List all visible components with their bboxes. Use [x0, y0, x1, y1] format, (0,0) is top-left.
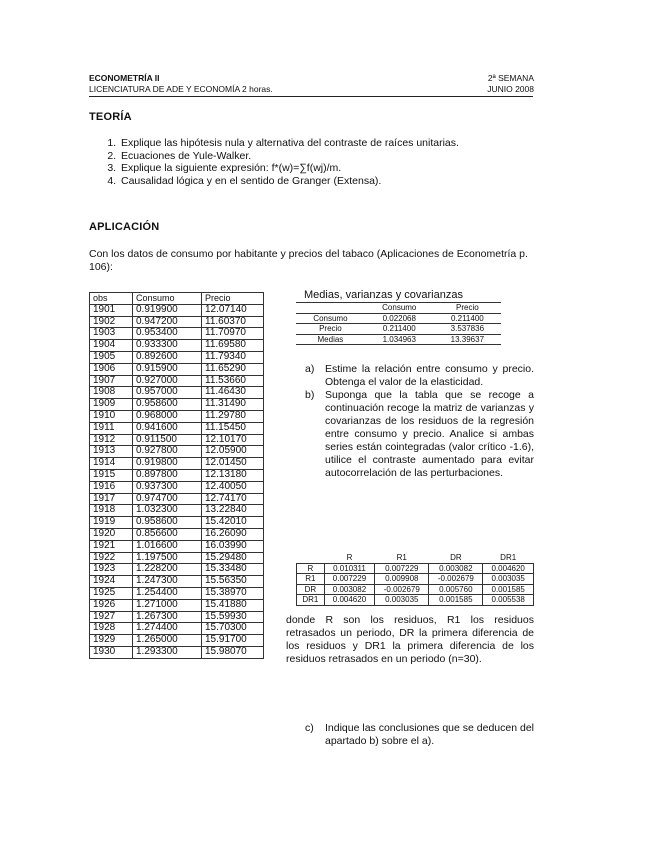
residuals-cell: -0.002679 — [429, 574, 483, 585]
residuals-cell: 0.007229 — [324, 574, 375, 585]
obs-cell: 1928 — [90, 623, 133, 635]
obs-cell: 1908 — [90, 387, 133, 399]
precio-cell: 11.69580 — [202, 340, 264, 352]
table-row — [90, 517, 264, 529]
theory-heading: TEORÍA — [89, 111, 132, 123]
medias-cell: 0.211400 — [434, 313, 501, 324]
consumo-cell: 0.933300 — [133, 340, 202, 352]
medias-header-row — [296, 303, 501, 314]
question-c-text: Indique las conclusiones que se deducen del apartado b) sobre el a). — [325, 722, 534, 747]
table-row — [90, 434, 264, 446]
residuals-cell: 0.001585 — [429, 595, 483, 606]
theory-item-1: 1. Explique las hipótesis nula y alternativa del contraste de raíces unitarias. — [119, 137, 569, 150]
question-b-text: Suponga que la tabla que se recoge a continuación recoge la matriz de varianzas y covarianzas de los residuos de la regresión entre consumo y precio. Analice si ambas series están cointegradas (valor crítico -1.6), utilice el contraste aumentado para evitar autocorrelación de las perturbaciones. — [325, 389, 534, 479]
medias-header-consumo: Consumo — [365, 303, 434, 314]
precio-cell: 12.13180 — [202, 469, 264, 481]
table-row — [90, 375, 264, 387]
data-table — [89, 292, 264, 659]
medias-cell: Precio — [296, 324, 365, 335]
medias-row-medias — [296, 334, 501, 345]
table-row — [90, 340, 264, 352]
precio-cell: 15.70300 — [202, 623, 264, 635]
obs-cell: 1922 — [90, 552, 133, 564]
data-table-body — [90, 304, 264, 658]
consumo-cell: 1.265000 — [133, 635, 202, 647]
medias-cell: 0.022068 — [365, 313, 434, 324]
consumo-cell: 0.927000 — [133, 375, 202, 387]
residuals-cell: 0.009908 — [375, 574, 429, 585]
column-header-precio: Precio — [202, 293, 264, 305]
precio-cell: 15.91700 — [202, 635, 264, 647]
precio-cell: 11.31490 — [202, 399, 264, 411]
table-row — [90, 587, 264, 599]
residuals-header-blank — [297, 553, 325, 563]
consumo-cell: 0.937300 — [133, 481, 202, 493]
obs-cell: 1930 — [90, 646, 133, 658]
residuals-header-dr1: DR1 — [483, 553, 534, 563]
residuals-header-dr: DR — [429, 553, 483, 563]
precio-cell: 16.03990 — [202, 540, 264, 552]
residuals-row — [297, 574, 534, 585]
precio-cell: 15.42010 — [202, 517, 264, 529]
medias-header-blank — [296, 303, 365, 314]
residuals-row — [297, 563, 534, 574]
data-table-header-row — [90, 293, 264, 305]
residuals-cell: 0.003035 — [483, 574, 534, 585]
precio-cell: 12.07140 — [202, 304, 264, 316]
question-b — [305, 389, 534, 480]
question-c — [305, 722, 534, 748]
precio-cell: 13.22840 — [202, 505, 264, 517]
theory-item-3: 3. Explique la siguiente expresión: f*(w)=∑f(wj)/m. — [119, 162, 569, 175]
obs-cell: 1919 — [90, 517, 133, 529]
table-row — [90, 646, 264, 658]
consumo-cell: 0.919800 — [133, 458, 202, 470]
residuals-header-r1: R1 — [375, 553, 429, 563]
header-rule — [89, 96, 533, 97]
obs-cell: 1924 — [90, 576, 133, 588]
consumo-cell: 0.941600 — [133, 422, 202, 434]
medias-cell: Consumo — [296, 313, 365, 324]
precio-cell: 12.01450 — [202, 458, 264, 470]
residuals-cell: 0.004620 — [483, 563, 534, 574]
obs-cell: 1926 — [90, 599, 133, 611]
medias-table — [296, 302, 501, 345]
obs-cell: 1913 — [90, 446, 133, 458]
precio-cell: 12.74170 — [202, 493, 264, 505]
precio-cell: 15.41880 — [202, 599, 264, 611]
degree-line: LICENCIATURA DE ADE Y ECONOMÍA 2 horas. — [89, 84, 273, 94]
exam-date: JUNIO 2008 — [487, 84, 534, 94]
precio-cell: 15.98070 — [202, 646, 264, 658]
consumo-cell: 0.856600 — [133, 528, 202, 540]
table-row — [90, 399, 264, 411]
question-a — [305, 363, 534, 389]
table-row — [90, 528, 264, 540]
obs-cell: 1929 — [90, 635, 133, 647]
column-header-obs: obs — [90, 293, 133, 305]
consumo-cell: 0.892600 — [133, 351, 202, 363]
table-row — [90, 493, 264, 505]
consumo-cell: 1.016600 — [133, 540, 202, 552]
consumo-cell: 1.293300 — [133, 646, 202, 658]
residuals-table-body — [297, 563, 534, 605]
question-a-label: a) — [305, 363, 315, 375]
consumo-cell: 0.927800 — [133, 446, 202, 458]
obs-cell: 1910 — [90, 410, 133, 422]
consumo-cell: 0.947200 — [133, 316, 202, 328]
residuals-cell: 0.007229 — [375, 563, 429, 574]
medias-cell: 13.39637 — [434, 334, 501, 345]
medias-cell: 1.034963 — [365, 334, 434, 345]
table-row — [90, 458, 264, 470]
obs-cell: 1915 — [90, 469, 133, 481]
table-row — [90, 481, 264, 493]
table-row — [90, 635, 264, 647]
medias-row-precio — [296, 324, 501, 335]
consumo-cell: 0.974700 — [133, 493, 202, 505]
table-row — [90, 363, 264, 375]
obs-cell: 1906 — [90, 363, 133, 375]
medias-row-consumo — [296, 313, 501, 324]
table-row — [90, 564, 264, 576]
residuals-cell: DR — [297, 584, 325, 595]
residuals-cell: R1 — [297, 574, 325, 585]
obs-cell: 1909 — [90, 399, 133, 411]
table-row — [90, 328, 264, 340]
table-row — [90, 611, 264, 623]
question-c-label: c) — [305, 722, 314, 734]
question-c-item — [305, 722, 534, 748]
consumo-cell: 1.197500 — [133, 552, 202, 564]
precio-cell: 11.60370 — [202, 316, 264, 328]
consumo-cell: 1.247300 — [133, 576, 202, 588]
obs-cell: 1925 — [90, 587, 133, 599]
consumo-cell: 0.953400 — [133, 328, 202, 340]
obs-cell: 1902 — [90, 316, 133, 328]
obs-cell: 1927 — [90, 611, 133, 623]
consumo-cell: 1.271000 — [133, 599, 202, 611]
residuals-cell: R — [297, 563, 325, 574]
question-list — [305, 363, 534, 480]
obs-cell: 1912 — [90, 434, 133, 446]
question-b-label: b) — [305, 389, 315, 401]
precio-cell: 15.33480 — [202, 564, 264, 576]
consumo-cell: 1.032300 — [133, 505, 202, 517]
precio-cell: 12.40050 — [202, 481, 264, 493]
residuals-row — [297, 584, 534, 595]
residuals-cell: DR1 — [297, 595, 325, 606]
consumo-cell: 1.267300 — [133, 611, 202, 623]
application-heading: APLICACIÓN — [89, 221, 160, 233]
precio-cell: 11.79340 — [202, 351, 264, 363]
consumo-cell: 1.228200 — [133, 564, 202, 576]
precio-cell: 11.46430 — [202, 387, 264, 399]
medias-cell: 0.211400 — [365, 324, 434, 335]
precio-cell: 12.10170 — [202, 434, 264, 446]
residuals-cell: 0.005538 — [483, 595, 534, 606]
residuals-cell: 0.003082 — [429, 563, 483, 574]
consumo-cell: 0.958600 — [133, 399, 202, 411]
residuals-cell: -0.002679 — [375, 584, 429, 595]
residuals-cell: 0.005760 — [429, 584, 483, 595]
course-title: ECONOMETRÍA II — [89, 73, 160, 83]
precio-cell: 11.15450 — [202, 422, 264, 434]
table-row — [90, 446, 264, 458]
consumo-cell: 1.254400 — [133, 587, 202, 599]
consumo-cell: 0.897800 — [133, 469, 202, 481]
residuals-cell: 0.010311 — [324, 563, 375, 574]
medias-cell: 3.537836 — [434, 324, 501, 335]
medias-cell: Medias — [296, 334, 365, 345]
residuals-cell: 0.001585 — [483, 584, 534, 595]
consumo-cell: 0.957000 — [133, 387, 202, 399]
obs-cell: 1920 — [90, 528, 133, 540]
obs-cell: 1903 — [90, 328, 133, 340]
precio-cell: 15.29480 — [202, 552, 264, 564]
precio-cell: 11.65290 — [202, 363, 264, 375]
precio-cell: 15.38970 — [202, 587, 264, 599]
table-row — [90, 387, 264, 399]
table-row — [90, 599, 264, 611]
consumo-cell: 0.911500 — [133, 434, 202, 446]
obs-cell: 1904 — [90, 340, 133, 352]
obs-cell: 1918 — [90, 505, 133, 517]
consumo-cell: 0.968000 — [133, 410, 202, 422]
residuals-cell: 0.003082 — [324, 584, 375, 595]
theory-list — [89, 137, 569, 187]
residuals-table — [296, 553, 534, 606]
precio-cell: 12.05900 — [202, 446, 264, 458]
precio-cell: 11.70970 — [202, 328, 264, 340]
precio-cell: 11.53660 — [202, 375, 264, 387]
table-row — [90, 422, 264, 434]
obs-cell: 1905 — [90, 351, 133, 363]
consumo-cell: 0.915900 — [133, 363, 202, 375]
table-row — [90, 505, 264, 517]
table-row — [90, 469, 264, 481]
obs-cell: 1911 — [90, 422, 133, 434]
obs-cell: 1907 — [90, 375, 133, 387]
consumo-cell: 0.958600 — [133, 517, 202, 529]
residuals-header-row — [297, 553, 534, 563]
obs-cell: 1921 — [90, 540, 133, 552]
table-row — [90, 540, 264, 552]
obs-cell: 1916 — [90, 481, 133, 493]
semester-label: 2ª SEMANA — [487, 73, 534, 83]
theory-item-2: 2. Ecuaciones de Yule-Walker. — [119, 150, 569, 163]
medias-table-title: Medias, varianzas y covarianzas — [304, 289, 463, 301]
consumo-cell: 1.274400 — [133, 623, 202, 635]
table-row — [90, 623, 264, 635]
obs-cell: 1901 — [90, 304, 133, 316]
table-row — [90, 552, 264, 564]
residuals-row — [297, 595, 534, 606]
precio-cell: 16.26090 — [202, 528, 264, 540]
medias-header-precio: Precio — [434, 303, 501, 314]
obs-cell: 1923 — [90, 564, 133, 576]
theory-item-4: 4. Causalidad lógica y en el sentido de Granger (Extensa). — [119, 175, 569, 188]
precio-cell: 15.59930 — [202, 611, 264, 623]
residuals-cell: 0.003035 — [375, 595, 429, 606]
precio-cell: 11.29780 — [202, 410, 264, 422]
table-row — [90, 410, 264, 422]
consumo-cell: 0.919900 — [133, 304, 202, 316]
column-header-consumo: Consumo — [133, 293, 202, 305]
table-row — [90, 351, 264, 363]
obs-cell: 1914 — [90, 458, 133, 470]
residuals-note: donde R son los residuos, R1 los residuos retrasados un periodo, DR la primera diferencia de los residuos y DR1 la primera diferencia de los residuos retrasados en un periodo (n=30). — [286, 614, 534, 665]
residuals-cell: 0.004620 — [324, 595, 375, 606]
table-row — [90, 316, 264, 328]
precio-cell: 15.56350 — [202, 576, 264, 588]
table-row — [90, 576, 264, 588]
application-intro: Con los datos de consumo por habitante y precios del tabaco (Aplicaciones de Econometría p. 106): — [89, 248, 528, 273]
table-row — [90, 304, 264, 316]
residuals-header-r: R — [324, 553, 375, 563]
obs-cell: 1917 — [90, 493, 133, 505]
question-a-text: Estime la relación entre consumo y precio. Obtenga el valor de la elasticidad. — [325, 363, 534, 388]
